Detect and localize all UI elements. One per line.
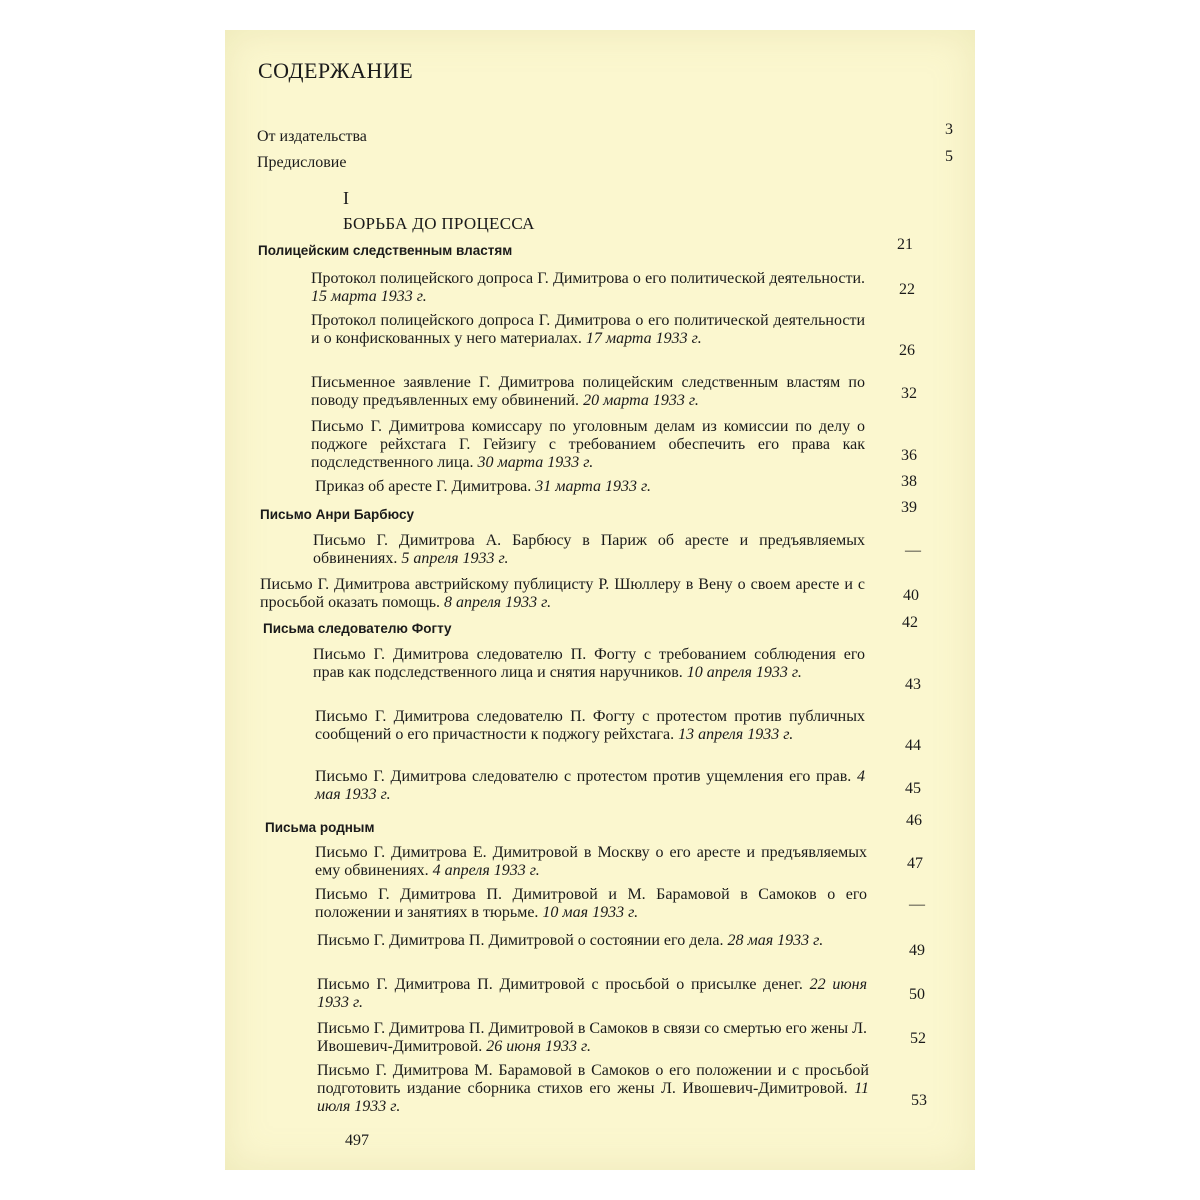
toc-group-family-page: 46 bbox=[906, 812, 922, 829]
toc-front-1-page: 3 bbox=[945, 121, 953, 138]
toc-entry: Приказ об аресте Г. Димитрова. 31 марта 1933 г. bbox=[315, 478, 652, 495]
toc-entry: Письмо Г. Димитрова М. Барамовой в Самоков о его положении и с просьбой подготовить издание сборника стихов его жены Л. Ивошевич-Димитровой. 11 июля 1933 г. bbox=[317, 1062, 870, 1115]
toc-group-family: Письма родным bbox=[265, 820, 375, 835]
toc-entry: Протокол полицейского допроса Г. Димитрова о его политической деятельности и о конфискованных у него материалах. 17 марта 1933 г. bbox=[311, 312, 865, 347]
toc-group-barbusse-page: 39 bbox=[901, 499, 917, 516]
toc-front-2: Предисловие bbox=[257, 154, 347, 171]
toc-entry-page: 45 bbox=[905, 780, 921, 797]
toc-entry-page: 49 bbox=[909, 942, 925, 959]
toc-entry-page: 53 bbox=[911, 1092, 927, 1109]
toc-entry-page: — bbox=[905, 542, 921, 559]
page-number: 497 bbox=[345, 1132, 369, 1149]
toc-entry: Письмо Г. Димитрова Е. Димитровой в Москву о его аресте и предъявляемых ему обвинениях. 4 апреля 1933 г. bbox=[315, 844, 867, 879]
toc-entry: Письмо Г. Димитрова следователю П. Фогту с требованием соблюдения его прав как подследственного лица и снятия наручников. 10 апреля 1933 г. bbox=[313, 646, 865, 681]
toc-entry: Письмо Г. Димитрова П. Димитровой в Самоков в связи со смертью его жены Л. Ивошевич-Димитровой. 26 июня 1933 г. bbox=[317, 1020, 867, 1055]
toc-entry-page: — bbox=[909, 896, 925, 913]
toc-entry: Письмо Г. Димитрова П. Димитровой и М. Барамовой в Самоков о его положении и занятиях в тюрьме. 10 мая 1933 г. bbox=[315, 886, 867, 921]
toc-group-police: Полицейским следственным властям bbox=[258, 243, 513, 258]
toc-entry: Письмо Г. Димитрова комиссару по уголовным делам из комиссии по делу о поджоге рейхстага Г. Гейзигу с требованием обеспечить его права как подследственного лица. 30 марта 1933 г. bbox=[311, 418, 865, 471]
toc-group-vogt: Письма следователю Фогту bbox=[263, 621, 452, 636]
page-title: СОДЕРЖАНИЕ bbox=[258, 58, 414, 83]
book-page bbox=[225, 30, 975, 1170]
toc-entry-page: 47 bbox=[907, 855, 923, 872]
section-number: I bbox=[343, 188, 349, 208]
toc-entry-page: 43 bbox=[905, 676, 921, 693]
toc-front-2-page: 5 bbox=[945, 148, 953, 165]
toc-entry-page: 22 bbox=[899, 281, 915, 298]
section-title: БОРЬБА ДО ПРОЦЕССА bbox=[343, 214, 535, 233]
toc-front-1: От издательства bbox=[257, 128, 367, 145]
toc-entry-page: 36 bbox=[901, 447, 917, 464]
toc-entry: Письменное заявление Г. Димитрова полицейским следственным властям по поводу предъявленных ему обвинений. 20 марта 1933 г. bbox=[311, 374, 865, 409]
toc-entry-page: 50 bbox=[909, 986, 925, 1003]
toc-entry: Протокол полицейского допроса Г. Димитрова о его политической деятельности. 15 марта 1933 г. bbox=[311, 270, 865, 305]
toc-entry: Письмо Г. Димитрова следователю П. Фогту с протестом против публичных сообщений о его причастности к поджогу рейхстага. 13 апреля 1933 г. bbox=[315, 708, 865, 743]
toc-entry-page: 32 bbox=[901, 385, 917, 402]
toc-group-police-page: 21 bbox=[897, 236, 913, 253]
toc-entry: Письмо Г. Димитрова следователю с протестом против ущемления его прав. 4 мая 1933 г. bbox=[315, 768, 866, 803]
toc-entry: Письмо Г. Димитрова А. Барбюсу в Париж об аресте и предъявляемых обвинениях. 5 апреля 1933 г. bbox=[313, 532, 865, 567]
toc-entry: Письмо Г. Димитрова австрийскому публицисту Р. Шюллеру в Вену о своем аресте и с просьбой оказать помощь. 8 апреля 1933 г. bbox=[260, 576, 865, 611]
toc-entry: Письмо Г. Димитрова П. Димитровой о состоянии его дела. 28 мая 1933 г. bbox=[317, 932, 824, 949]
toc-entry-page: 38 bbox=[901, 473, 917, 490]
toc-entry-page: 26 bbox=[899, 342, 915, 359]
toc-entry: Письмо Г. Димитрова П. Димитровой с просьбой о присылке денег. 22 июня 1933 г. bbox=[317, 976, 868, 1011]
toc-group-vogt-page: 42 bbox=[902, 614, 918, 631]
toc-entry-page: 52 bbox=[910, 1030, 926, 1047]
toc-entry-page: 44 bbox=[905, 737, 921, 754]
toc-entry-page: 40 bbox=[903, 587, 919, 604]
toc-group-barbusse: Письмо Анри Барбюсу bbox=[260, 507, 414, 522]
